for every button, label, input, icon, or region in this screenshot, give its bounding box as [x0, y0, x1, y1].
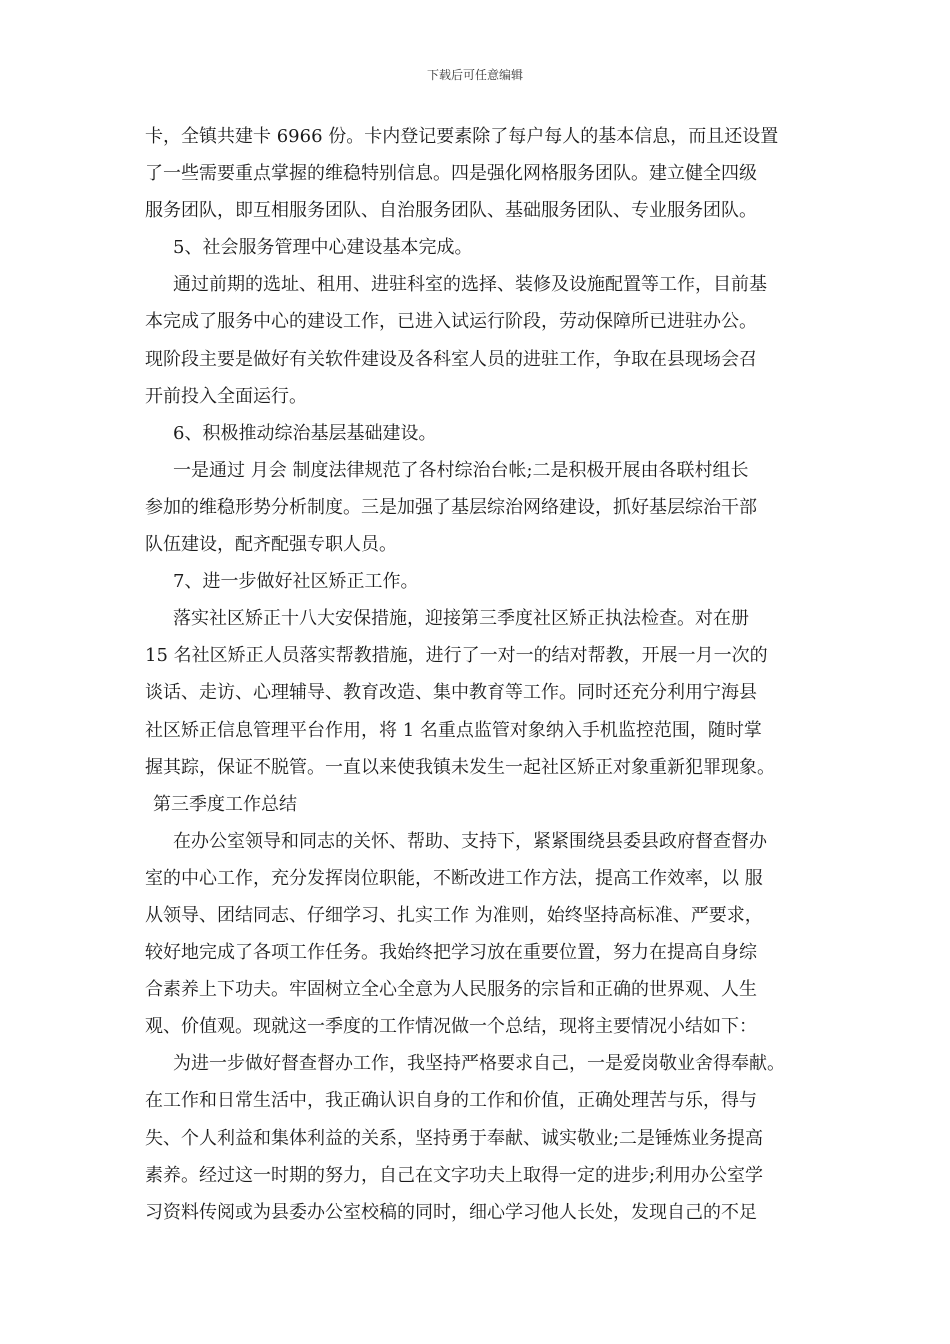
- text-line: 落实社区矫正十八大安保措施，迎接第三季度社区矫正执法检查。对在册: [173, 608, 749, 630]
- text-line: 6、积极推动综治基层基础建设。: [173, 422, 437, 444]
- text-line: 参加的维稳形势分析制度。三是加强了基层综治网络建设，抓好基层综治干部: [145, 496, 757, 518]
- text-line: 了一些需要重点掌握的维稳特别信息。四是强化网格服务团队。建立健全四级: [145, 163, 757, 185]
- text-line: 第三季度工作总结: [153, 793, 297, 815]
- text-line: 7、进一步做好社区矫正工作。: [173, 571, 419, 593]
- text-line: 本完成了服务中心的建设工作，已进入试运行阶段，劳动保障所已进驻办公。: [145, 311, 757, 333]
- text-line: 在工作和日常生活中，我正确认识自身的工作和价值，正确处理苦与乐，得与: [145, 1090, 757, 1112]
- document-body: [145, 118, 815, 1231]
- text-line: 在办公室领导和同志的关怀、帮助、支持下，紧紧围绕县委县政府督查督办: [173, 830, 767, 852]
- text-line: 15 名社区矫正人员落实帮教措施，进行了一对一的结对帮教，开展一月一次的: [145, 645, 768, 667]
- text-line: 合素养上下功夫。牢固树立全心全意为人民服务的宗旨和正确的世界观、人生: [145, 979, 757, 1001]
- text-line: 较好地完成了各项工作任务。我始终把学习放在重要位置，努力在提高自身综: [145, 942, 757, 964]
- text-line: 服务团队，即互相服务团队、自治服务团队、基础服务团队、专业服务团队。: [145, 200, 757, 222]
- text-line: 观、价值观。现就这一季度的工作情况做一个总结，现将主要情况小结如下：: [145, 1016, 757, 1038]
- text-line: 5、社会服务管理中心建设基本完成。: [173, 237, 473, 259]
- text-line: 通过前期的选址、租用、进驻科室的选择、装修及设施配置等工作，目前基: [173, 274, 767, 296]
- text-line: 为进一步做好督查督办工作，我坚持严格要求自己，一是爱岗敬业舍得奉献。: [173, 1053, 785, 1075]
- text-line: 室的中心工作，充分发挥岗位职能，不断改进工作方法，提高工作效率，以 服: [145, 867, 763, 889]
- text-line: 谈话、走访、心理辅导、教育改造、集中教育等工作。同时还充分利用宁海县: [145, 682, 757, 704]
- page-header: 下载后可任意编辑: [426, 68, 523, 82]
- text-line: 卡，全镇共建卡 6966 份。卡内登记要素除了每户每人的基本信息，而且还设置: [145, 126, 779, 147]
- text-line: 队伍建设，配齐配强专职人员。: [145, 534, 397, 556]
- text-line: 现阶段主要是做好有关软件建设及各科室人员的进驻工作，争取在县现场会召: [145, 348, 757, 370]
- text-line: 素养。经过这一时期的努力，自己在文字功夫上取得一定的进步;利用办公室学: [145, 1164, 764, 1186]
- text-line: 握其踪，保证不脱管。一直以来使我镇未发生一起社区矫正对象重新犯罪现象。: [145, 756, 775, 778]
- text-line: 从领导、团结同志、仔细学习、扎实工作 为准则，始终坚持高标准、严要求，: [145, 904, 763, 926]
- text-line: 社区矫正信息管理平台作用，将 1 名重点监管对象纳入手机监控范围，随时掌: [145, 719, 762, 741]
- text-line: 一是通过 月会 制度法律规范了各村综治台帐;二是积极开展由各联村组长: [173, 459, 749, 481]
- text-line: 失、个人利益和集体利益的关系，坚持勇于奉献、诚实敬业;二是锤炼业务提高: [145, 1127, 764, 1149]
- text-line: 开前投入全面运行。: [145, 385, 307, 407]
- text-line: 习资料传阅或为县委办公室校稿的同时，细心学习他人长处，发现自己的不足: [145, 1201, 757, 1223]
